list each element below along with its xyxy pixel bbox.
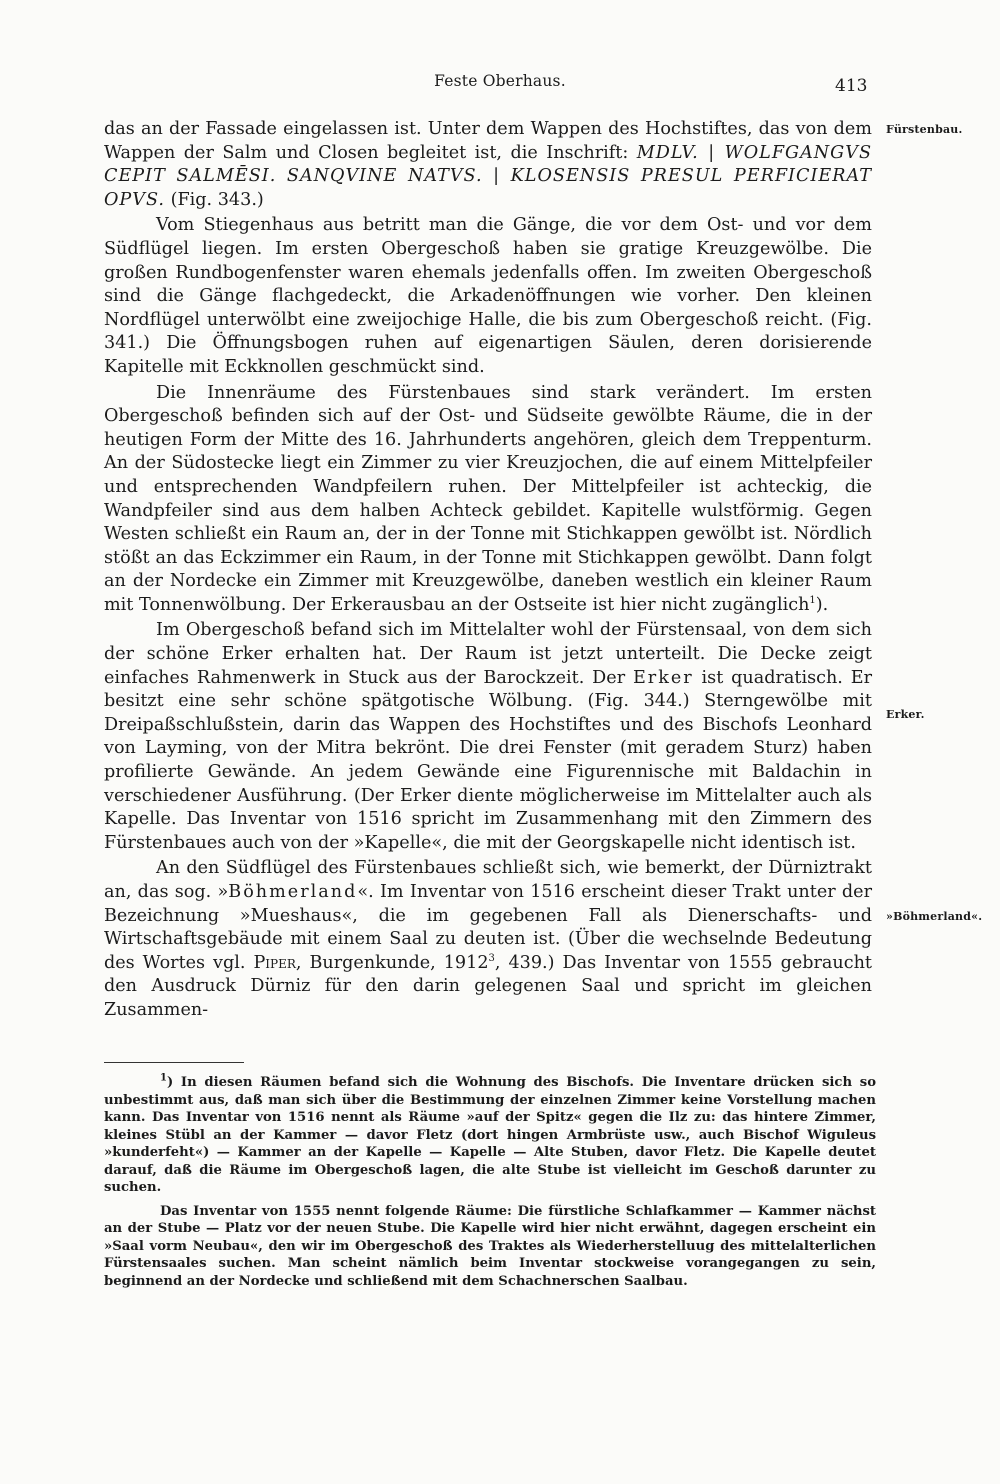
paragraph-5 xyxy=(104,857,872,1022)
page-number: 413 xyxy=(835,76,868,96)
margin-note-boehmerland: »Böhmerland«. xyxy=(886,910,983,923)
paragraph-1 xyxy=(104,118,872,212)
main-text xyxy=(104,118,872,1023)
page-header xyxy=(0,72,1000,98)
paragraph-3 xyxy=(104,382,872,618)
paragraph-4 xyxy=(104,619,872,855)
footnote-2: Das Inventar von 1555 nennt folgende Räume: Die fürstliche Schlafkammer — Kammer nächst an der Stube — Platz vor der neuen Stube. Die Kapelle wird hier nicht erwähnt, dagegen erscheint ein »Saal vorm Neubau«, den wir im Obergeschoß des Traktes als Wiederherstelluug des mittelalterlichen Fürstensaales suchen. Man scheint nämlich beim Inventar stockweise vorangegangen zu sein, beginnend an der Nordecke und schließend mit dem Schachnerschen Saalbau. xyxy=(104,1203,876,1289)
paragraph-1-text: das an der Fassade eingelassen ist. Unter dem Wappen des Hochstiftes, das von dem Wappen der Salm und Closen begleitet ist, die Inschrift: xyxy=(104,119,872,163)
running-title: Feste Oberhaus. xyxy=(434,72,566,90)
edition-superscript: 3 xyxy=(488,952,495,964)
paragraph-5-text: An den Südflügel des Fürstenbaues schließt sich, wie bemerkt, der Dürniztrakt an, das sog. » xyxy=(104,858,872,902)
inscription: MDLV. | WOLFGANGVS CEPIT SALMĒSI. SANQVINE NATVS. | KLOSENSIS PRESUL PERFICIERAT OPVS. xyxy=(104,142,872,210)
footnote-1 xyxy=(104,1074,876,1197)
footnote-reference: 1 xyxy=(809,595,816,607)
margin-note-fuerstenbau: Fürstenbau. xyxy=(886,123,963,136)
footnote-divider xyxy=(104,1062,244,1063)
paragraph-4-rest: ist quadratisch. Er besitzt eine sehr schöne spätgotische Wölbung. (Fig. 344.) Sterngewölbe mit Dreipaßschlußstein, darin das Wappen des Hochstiftes und des Bischofs Leonhard von Layming, von der Mitra bekrönt. Die drei Fenster (mit geradem Sturz) haben profilierte Gewände. An jedem Gewände eine Figurennische mit Baldachin in verschiedener Ausführung. (Der Erker diente möglicherweise im Mittelalter auch als Kapelle. Das Inventar von 1516 spricht im Zusammenhang mit den Zimmern des Fürstenbaues auch von der »Kapelle«, die mit der Georgskapelle nicht identisch ist. xyxy=(104,667,872,853)
paragraph-5-part-c: , Burgenkunde, 1912 xyxy=(295,952,489,973)
author-name: Piper xyxy=(253,952,296,973)
footnote-1-text: ) In diesen Räumen befand sich die Wohnung des Bischofs. Die Inventare drücken sich so unbestimmt aus, daß man sich über die Bestimmung der einzelnen Zimmer keine Vorstellung machen kann. Das Inventar von 1516 nennt als Räume »auf der Spitz« gegen die Ilz zu: das hintere Zimmer, kleines Stübl an der Kammer — davor Fletz (dort hingen Armbrüste usw., auch Bischof Wiguleus »kunderfeht«) — Kammer an der Kapelle — Kapelle — Alte Stuben, davor Fletz. Die Kapelle deutet darauf, daß die Räume im Obergeschoß lagen, die alte Stube ist vielleicht im Geschoß darunter zu suchen. xyxy=(104,1075,876,1195)
spaced-term-erker: Erker xyxy=(632,667,694,688)
paragraph-4-text: Im Obergeschoß befand sich im Mittelalter wohl der Fürstensaal, von dem sich der schöne Erker erhalten hat. Der Raum ist jetzt unterteilt. Die Decke zeigt einfaches Rahmenwerk in Stuck aus der Barockzeit. Der xyxy=(104,620,872,688)
paragraph-3-end: ). xyxy=(815,594,829,615)
paragraph-3-text: Die Innenräume des Fürstenbaues sind stark verändert. Im ersten Obergeschoß befinden sich auf der Ost- und Südseite gewölbte Räume, die in der heutigen Form der Mitte des 16. Jahrhunderts angehören, gleich dem Treppenturm. An der Südostecke liegt ein Zimmer zu vier Kreuzjochen, die auf einem Mittelpfeiler und entsprechenden Wandpfeilern ruhen. Der Mittelpfeiler ist achteckig, die Wandpfeiler sind aus dem halben Achteck gebildet. Kapitelle wulstförmig. Gegen Westen schließt ein Raum an, der in der Tonne mit Stichkappen gewölbt ist. Nördlich stößt an das Eckzimmer ein Raum, in der Tonne mit Stichkappen gewölbt. Dann folgt an der Nordecke ein Zimmer mit Kreuzgewölbe, daneben westlich ein kleiner Raum mit Tonnenwölbung. Der Erkerausbau an der Ostseite ist hier nicht zugänglich xyxy=(104,382,872,615)
paragraph-5-part-b: «. Im Inventar von 1516 erscheint dieser Trakt unter der Bezeichnung »Mueshaus«, die im gegebenen Fall als Dienerschafts- und Wirtschaftsgebäude mit einem Saal zu deuten ist. (Über die wechselnde Bedeutung des Wortes vgl. xyxy=(104,882,872,973)
paragraph-2: Vom Stiegenhaus aus betritt man die Gänge, die vor dem Ost- und vor dem Südflügel liegen. Im ersten Obergeschoß haben sie gratige Kreuzgewölbe. Die großen Rundbogenfenster waren ehemals jedenfalls offen. Im zweiten Obergeschoß sind die Gänge flachgedeckt, die Arkadenöffnungen wie vorher. Den kleinen Nordflügel unterwölbt eine zweijochige Halle, die bis zum Obergeschoß reicht. (Fig. 341.) Die Öffnungsbogen ruhen auf eigenartigen Säulen, deren dorisierende Kapitelle mit Eckknollen geschmückt sind. xyxy=(104,215,872,377)
spaced-term-boehmerland: Böhmerland xyxy=(228,882,358,902)
footnote-marker: 1 xyxy=(160,1072,167,1084)
figure-reference: (Fig. 343.) xyxy=(165,189,264,210)
paragraph-5-part-d: , 439.) Das Inventar von 1555 gebraucht den Ausdruck Dürniz für den darin gelegenen Saal und spricht im gleichen Zusammen- xyxy=(104,952,872,1020)
footnotes xyxy=(104,1074,876,1290)
margin-note-erker: Erker. xyxy=(886,708,925,721)
